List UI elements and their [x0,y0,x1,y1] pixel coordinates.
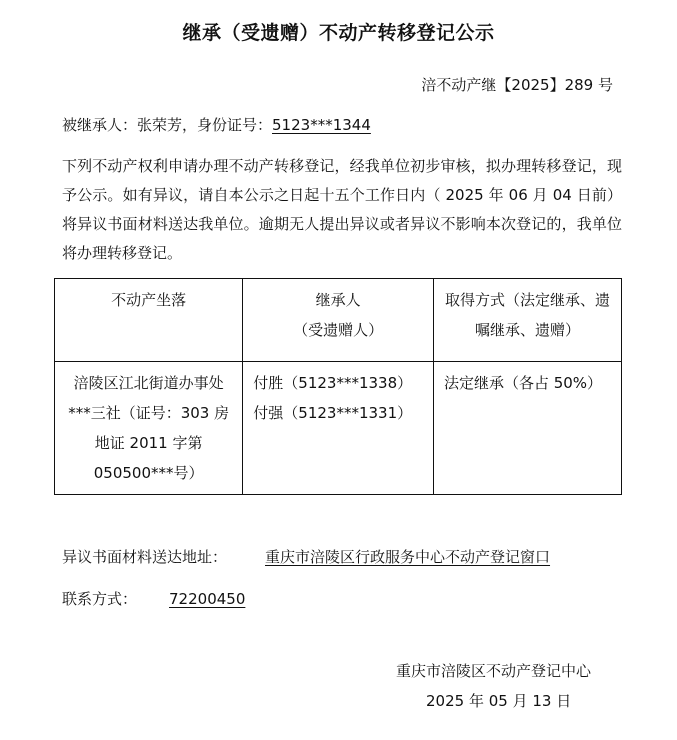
document-number: 涪不动产继【2025】289 号 [421,76,613,94]
decedent-label: 被继承人：张荣芳，身份证号： [62,116,273,134]
header-heir-line2: （受遗赠人） [293,321,384,339]
header-heir-line1: 继承人 [315,291,361,309]
notice-body: 下列不动产权利申请办理不动产转移登记，经我单位初步审核，拟办理转移登记，现予公示。如有异议，请自本公示之日起十五个工作日内（ 2025 年 06 月 04 日前）将异议书面材料送达我单位。逾期无人提出异议或者异议不影响本次登记的，我单位将办理转移登记。 [62,157,622,262]
address-value: 重庆市涪陵区行政服务中心不动产登记窗口 [265,548,551,566]
decedent-line [62,114,371,135]
cell-heirs: 付胜（5123***1338）付强（5123***1331） [243,362,434,495]
table-row [55,362,622,495]
header-location: 不动产坐落 [55,279,243,362]
objection-address [62,546,550,567]
cell-location: 涪陵区江北街道办事处***三社（证号：303 房地证 2011 字第 050500***号） [55,362,243,495]
signature-org: 重庆市涪陵区不动产登记中心 [396,662,592,680]
contact-line [62,588,245,609]
decedent-id: 5123***1344 [272,116,371,134]
contact-label: 联系方式： [62,590,138,608]
header-method: 取得方式（法定继承、遗嘱继承、遗赠） [433,279,621,362]
page-title: 继承（受遗赠）不动产转移登记公示 [182,22,495,44]
signature-date: 2025 年 05 月 13 日 [426,692,572,710]
cell-method: 法定继承（各占 50%） [433,362,621,495]
header-heir [243,279,434,362]
address-label: 异议书面材料送达地址： [62,548,228,566]
contact-value: 72200450 [169,590,246,608]
property-table [54,278,622,495]
table-header-row [55,279,622,362]
